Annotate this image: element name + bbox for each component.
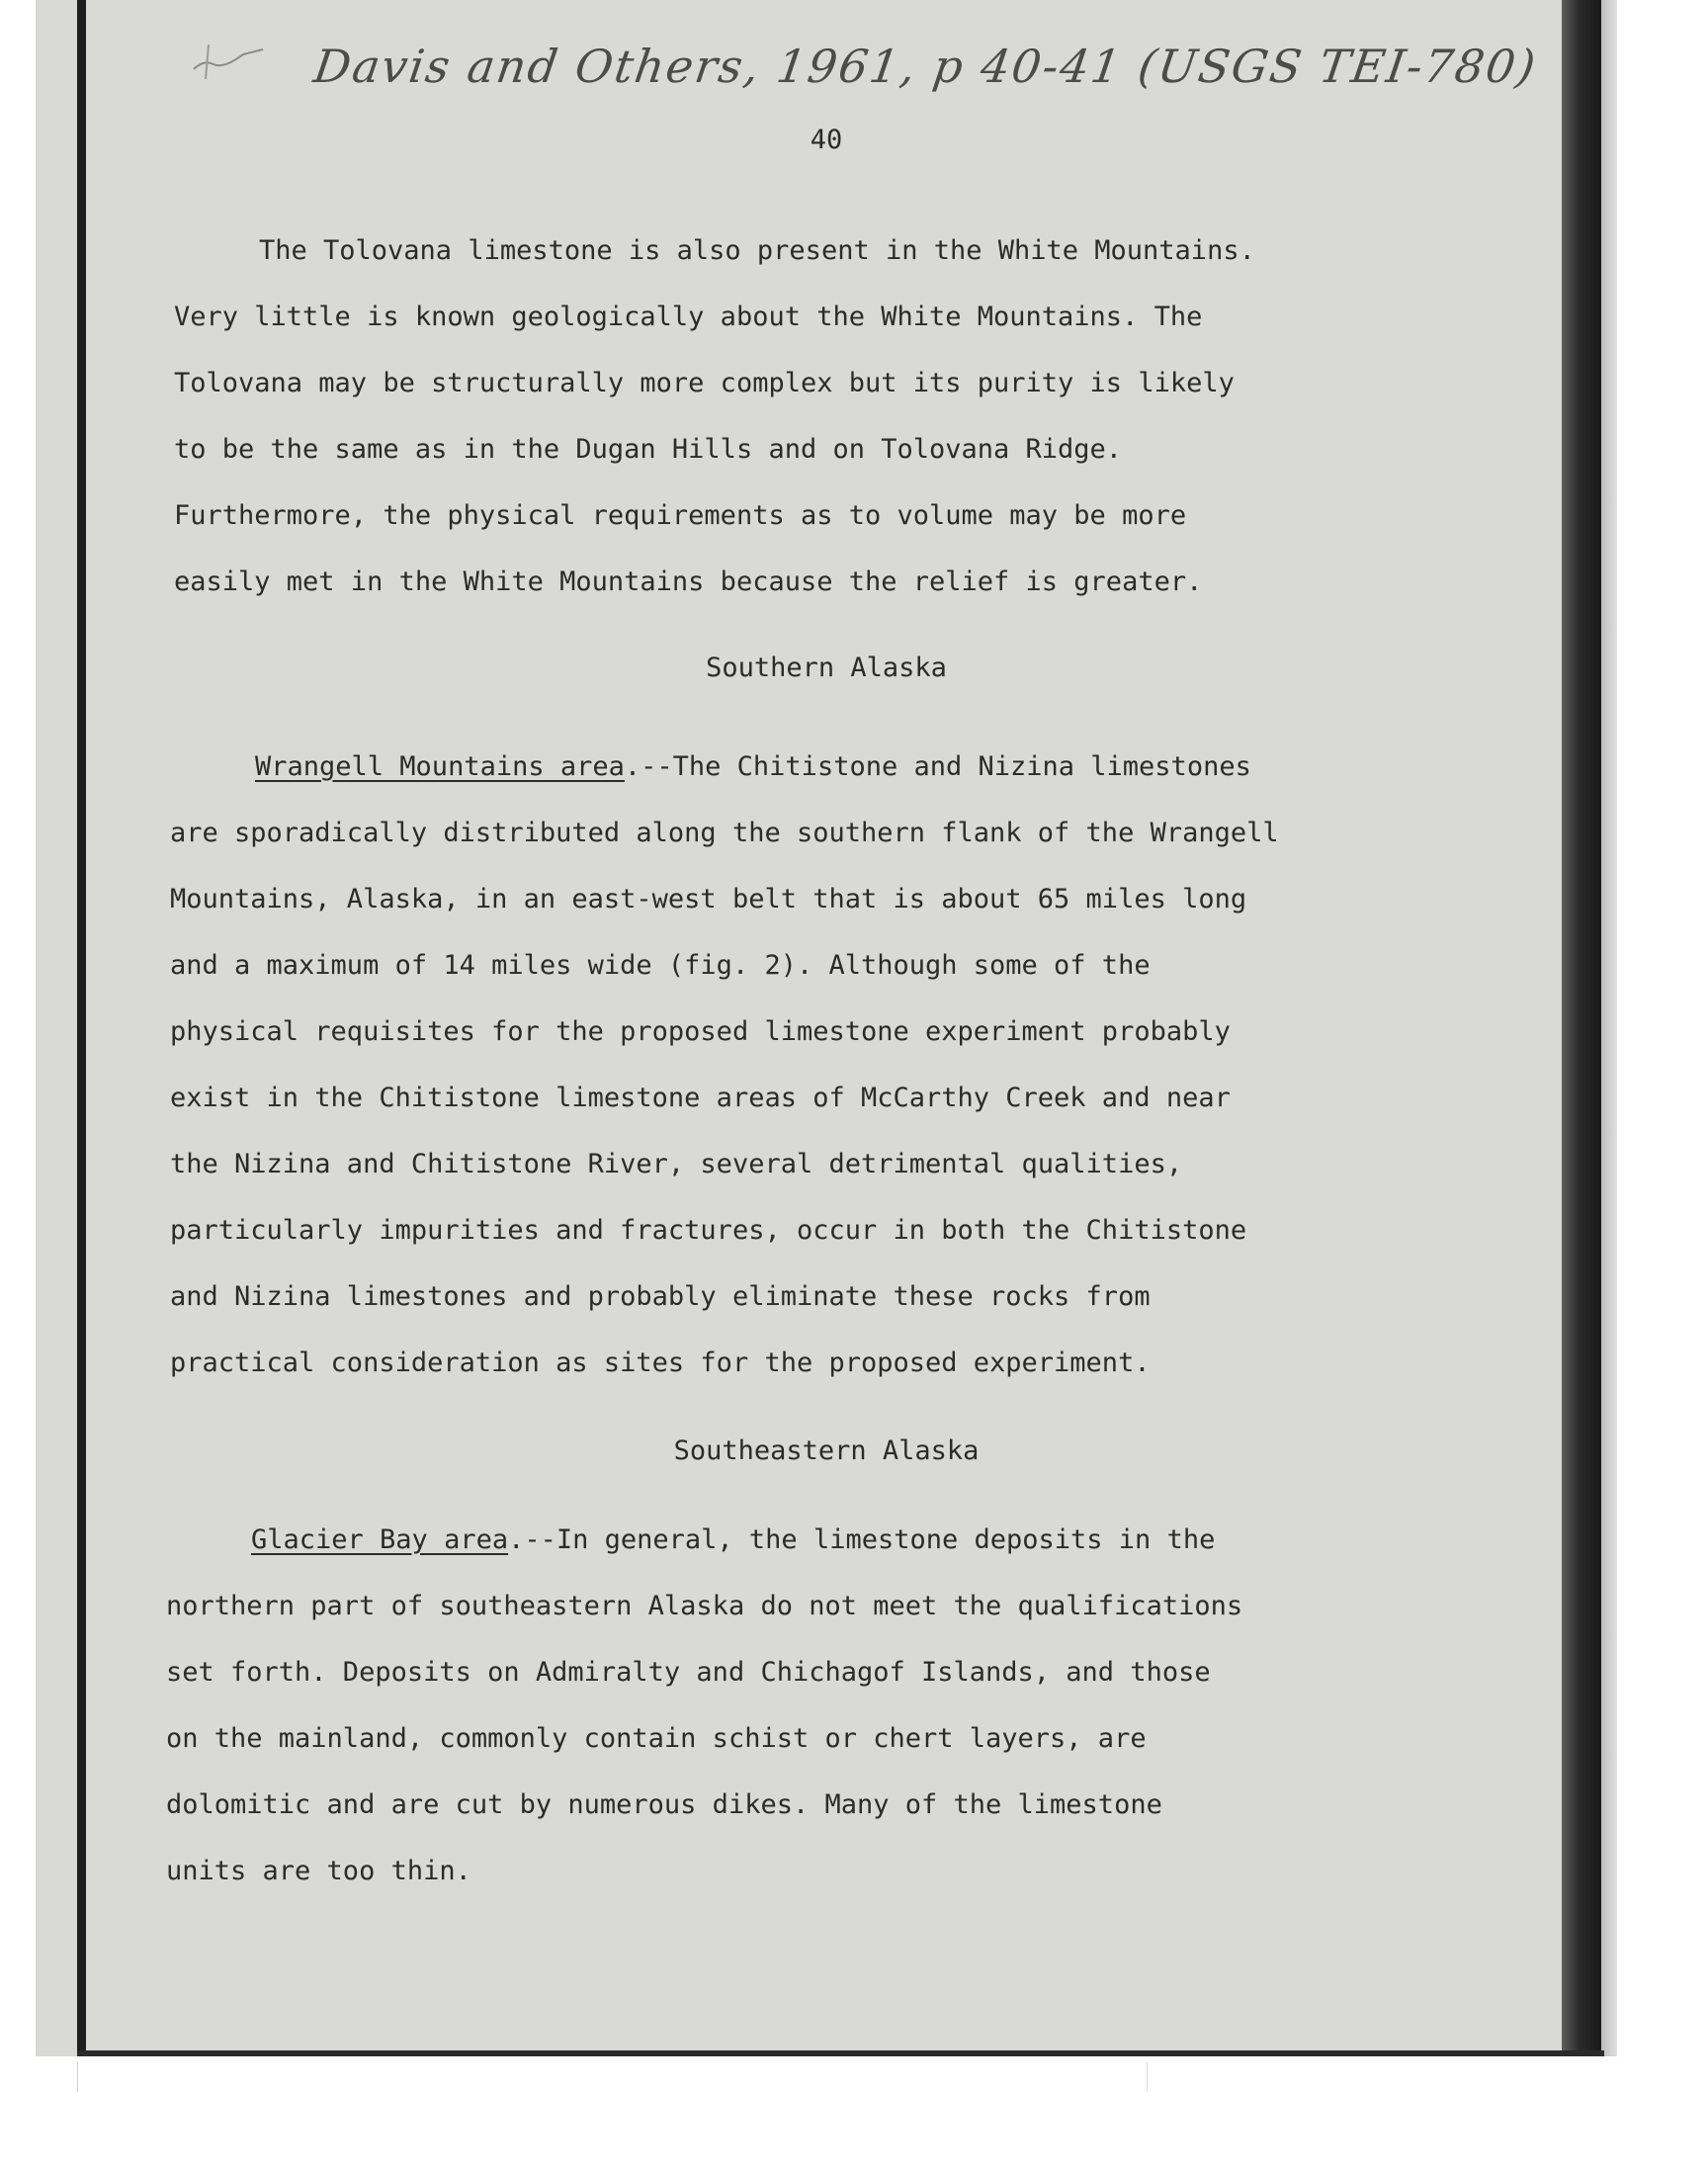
- text-line: and a maximum of 14 miles wide (fig. 2). Although some of the: [170, 950, 1151, 981]
- text-line: northern part of southeastern Alaska do not meet the qualifications: [166, 1591, 1243, 1621]
- scan-artifact-line: [1147, 2062, 1148, 2092]
- page-right-shadow: [1601, 0, 1617, 2056]
- text-line: on the mainland, commonly contain schist or chert layers, are: [166, 1723, 1147, 1754]
- text-line: Tolovana may be structurally more complex but its purity is likely: [174, 368, 1235, 398]
- text-line: .--In general, the limestone deposits in the: [508, 1524, 1216, 1555]
- scan-artifact-line: [77, 2062, 78, 2092]
- page-right-edge: [1562, 0, 1601, 2056]
- text-line: and Nizina limestones and probably eliminate these rocks from: [170, 1281, 1151, 1312]
- text-line-with-subhead: [166, 1507, 1242, 1573]
- text-line: to be the same as in the Dugan Hills and on Tolovana Ridge.: [174, 434, 1123, 465]
- subhead-glacier-bay-area: Glacier Bay area: [251, 1524, 509, 1555]
- page-number: 40: [810, 125, 843, 155]
- document-page: [36, 0, 1617, 2056]
- paragraph-tolovana: [174, 218, 1255, 615]
- text-line: The Tolovana limestone is also present in the White Mountains.: [259, 235, 1255, 266]
- text-line: are sporadically distributed along the southern flank of the Wrangell: [170, 818, 1279, 848]
- paragraph-glacier-bay: [166, 1507, 1242, 1904]
- text-line: Very little is known geologically about the White Mountains. The: [174, 302, 1203, 332]
- subhead-wrangell-mountains-area: Wrangell Mountains area: [255, 751, 625, 782]
- text-line: units are too thin.: [166, 1856, 471, 1886]
- text-line-with-subhead: [170, 734, 1279, 800]
- handwritten-citation: Davis and Others, 1961, p 40-41 (USGS TEI-780): [310, 40, 1541, 93]
- scan-margin: [0, 2062, 1708, 2175]
- text-line: .--The Chitistone and Nizina limestones: [624, 751, 1251, 782]
- text-line: the Nizina and Chitistone River, several detrimental qualities,: [170, 1149, 1183, 1179]
- section-heading-southeastern-alaska: Southeastern Alaska: [673, 1436, 980, 1466]
- text-line: easily met in the White Mountains because the relief is greater.: [174, 566, 1203, 597]
- page-bottom-edge: [77, 2050, 1604, 2056]
- text-line: Furthermore, the physical requirements as to volume may be more: [174, 500, 1187, 531]
- text-line: Mountains, Alaska, in an east-west belt that is about 65 miles long: [170, 884, 1247, 914]
- text-line: dolomitic and are cut by numerous dikes. Many of the limestone: [166, 1789, 1162, 1820]
- text-line: particularly impurities and fractures, occur in both the Chitistone: [170, 1215, 1247, 1246]
- pen-mark-icon: [184, 30, 273, 89]
- text-line: physical requisites for the proposed limestone experiment probably: [170, 1016, 1231, 1047]
- text-line: set forth. Deposits on Admiralty and Chichagof Islands, and those: [166, 1657, 1211, 1688]
- paragraph-wrangell: [170, 734, 1279, 1396]
- page-left-edge: [77, 0, 86, 2056]
- section-heading-southern-alaska: Southern Alaska: [706, 652, 947, 683]
- text-line: exist in the Chitistone limestone areas of McCarthy Creek and near: [170, 1083, 1231, 1113]
- text-line: practical consideration as sites for the proposed experiment.: [170, 1348, 1151, 1378]
